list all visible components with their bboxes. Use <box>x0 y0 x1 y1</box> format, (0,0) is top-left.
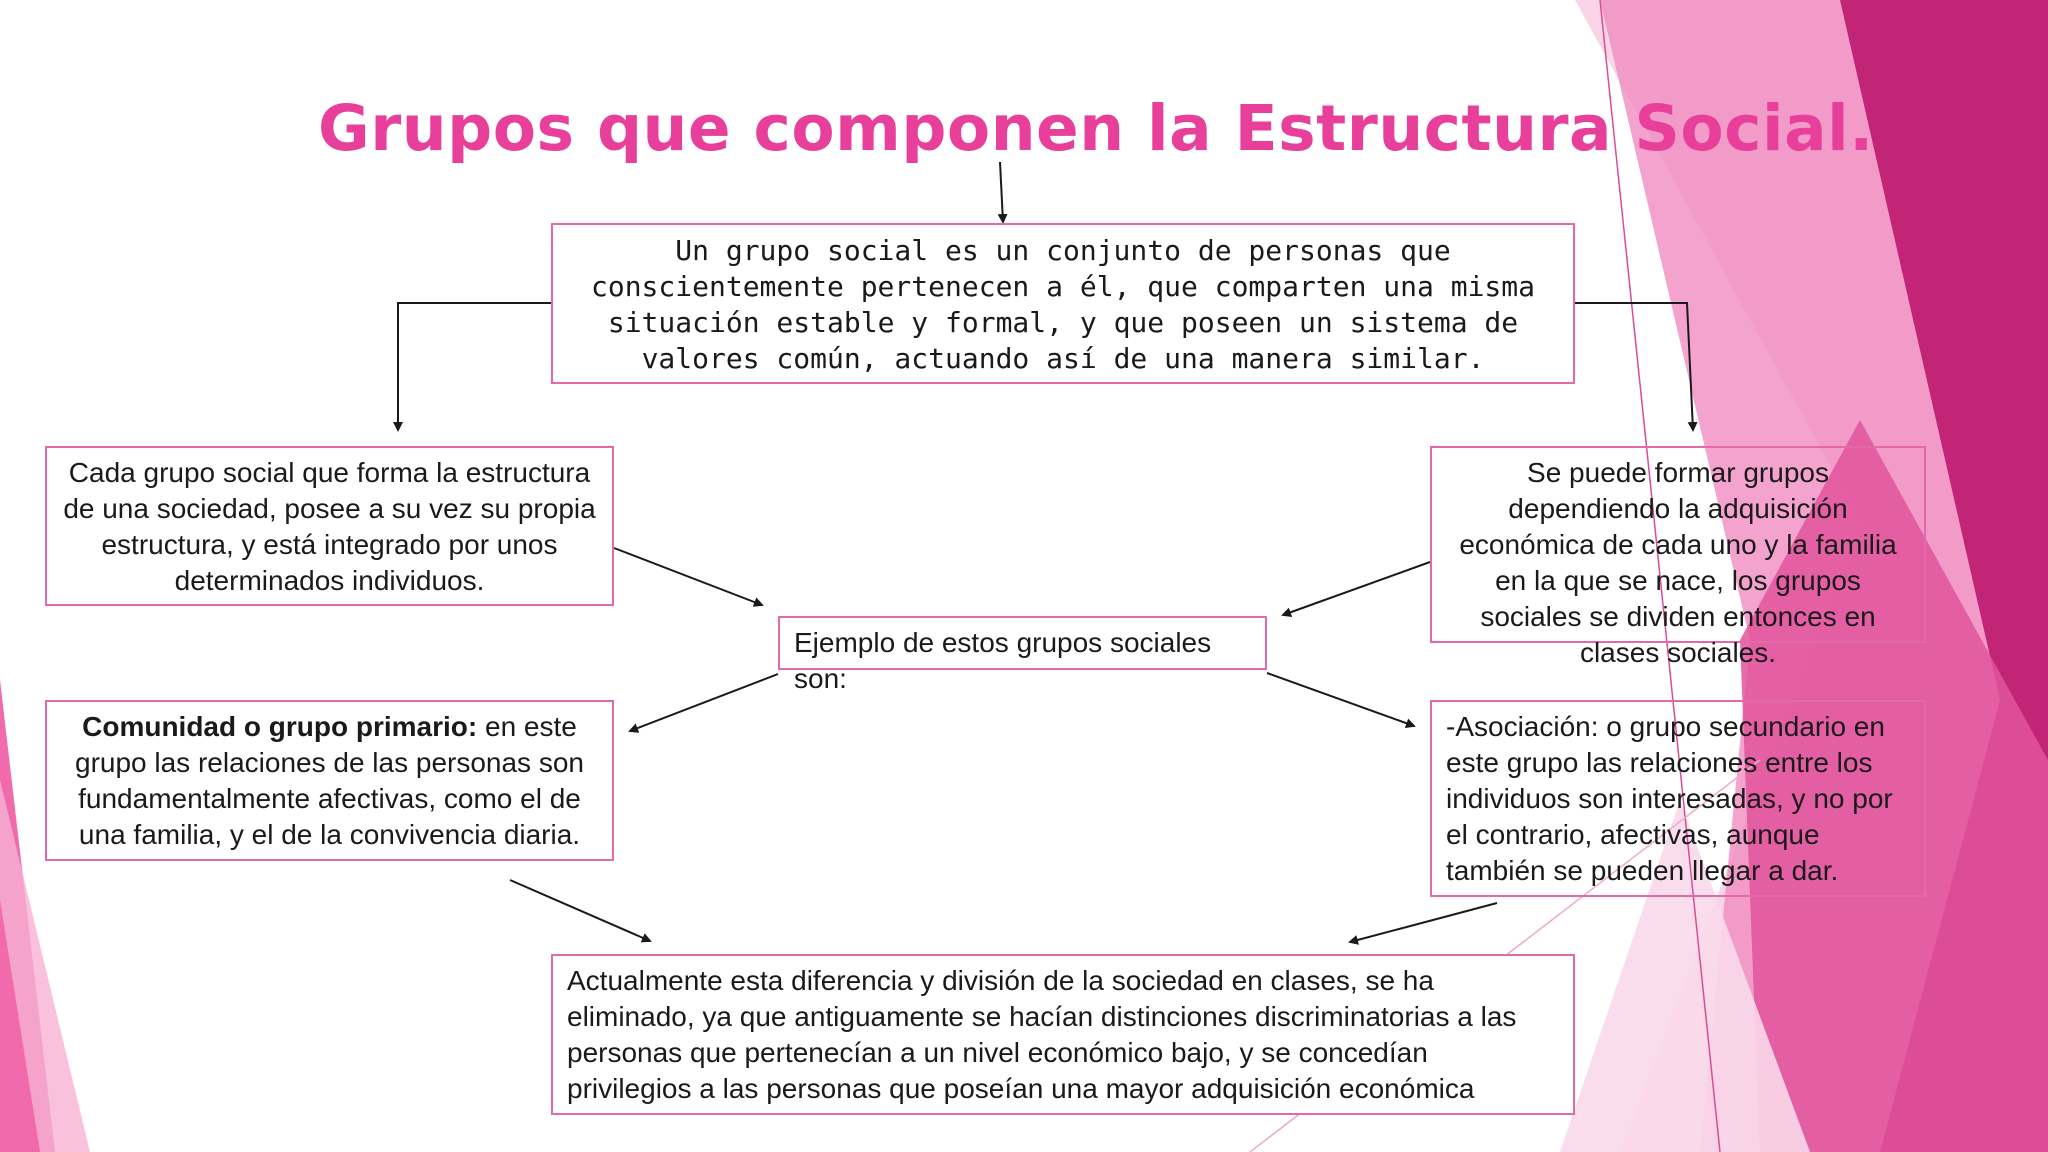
association-box <box>1430 700 1926 897</box>
definition-box <box>551 223 1575 384</box>
primary-group-box <box>45 700 614 861</box>
economic-text: Se puede formar grupos dependiendo la adquisición económica de cada uno y la familia en la que se nace, los grupos sociales se dividen entonces en clases sociales. <box>1459 457 1897 668</box>
definition-text: Un grupo social es un conjunto de personas que conscientemente pertenecen a él, que comparten una misma situación estable y formal, y que poseen un sistema de valores común, actuando así de una manera similar. <box>590 234 1535 375</box>
examples-box <box>778 616 1267 694</box>
examples-text: Ejemplo de estos grupos sociales son: <box>794 627 1212 694</box>
primary-group-text: en este grupo las relaciones de las personas son fundamentalmente afectivas, como el de una familia, y el de la convivencia diaria. <box>75 711 584 850</box>
structure-box <box>45 446 614 606</box>
page-title: Grupos que componen la Estructura Social. <box>318 92 1874 165</box>
association-text: -Asociación: o grupo secundario en este grupo las relaciones entre los individuos son interesadas, y no por el contrario, afectivas, aunque también se pueden llegar a dar. <box>1446 711 1893 886</box>
economic-box <box>1430 446 1926 668</box>
structure-text: Cada grupo social que forma la estructura de una sociedad, posee a su vez su propia estructura, y está integrado por unos determinados individuos. <box>63 457 596 596</box>
primary-group-heading: Comunidad o grupo primario: <box>82 711 478 742</box>
current-situation-box <box>551 954 1575 1115</box>
current-situation-text: Actualmente esta diferencia y división de la sociedad en clases, se ha eliminado, ya que antiguamente se hacían distinciones discriminatorias a las personas que pertenecían a un nivel económico bajo, y se concedían privilegios a las personas que poseían una mayor adquisición económica <box>567 965 1517 1104</box>
